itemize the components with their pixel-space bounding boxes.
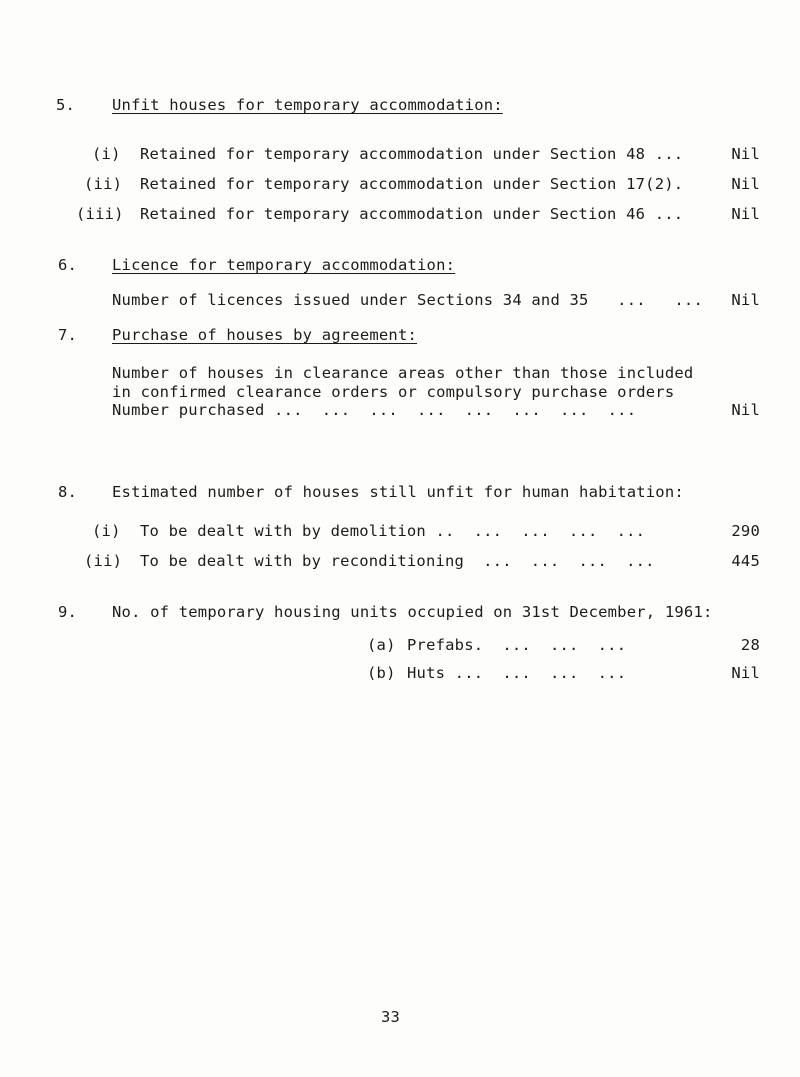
section-8-title: Estimated number of houses still unfit for human habitation:	[112, 483, 684, 501]
section-6-licences-line: Number of licences issued under Sections 34 and 35 ... ...	[112, 291, 703, 309]
section-6-value: Nil	[731, 291, 760, 309]
section-8-item-i-value: 290	[731, 522, 760, 540]
section-5-item-i-text: Retained for temporary accommodation under Section 48 ...	[140, 145, 684, 163]
section-5-item-ii-value: Nil	[731, 175, 760, 193]
section-5-item-ii-label: (ii)	[84, 175, 123, 193]
section-9-item-a-text: Prefabs. ... ... ...	[407, 636, 627, 654]
section-5-title: Unfit houses for temporary accommodation:	[112, 96, 503, 114]
section-5-item-iii-label: (iii)	[76, 205, 124, 223]
section-7-line-1: Number of houses in clearance areas other than those included	[112, 364, 694, 382]
section-8-item-ii-value: 445	[731, 552, 760, 570]
section-9-item-b-label: (b)	[367, 664, 396, 682]
section-5-item-iii-value: Nil	[731, 205, 760, 223]
section-5-item-i-value: Nil	[731, 145, 760, 163]
section-7-number: 7.	[58, 326, 78, 344]
section-5-item-ii-text: Retained for temporary accommodation under Section 17(2).	[140, 175, 684, 193]
section-8-item-ii-label: (ii)	[84, 552, 123, 570]
section-8-item-i-label: (i)	[92, 522, 121, 540]
section-9-item-a-label: (a)	[367, 636, 396, 654]
section-9-item-b-value: Nil	[731, 664, 760, 682]
section-8-item-ii-text: To be dealt with by reconditioning ... ... ... ...	[140, 552, 655, 570]
section-8-number: 8.	[58, 483, 78, 501]
section-5-item-iii-text: Retained for temporary accommodation under Section 46 ...	[140, 205, 684, 223]
section-5-item-i-label: (i)	[92, 145, 121, 163]
section-7-value: Nil	[731, 401, 760, 419]
section-9-number: 9.	[58, 603, 78, 621]
section-7-line-3: Number purchased ... ... ... ... ... ... ... ...	[112, 401, 637, 419]
section-5-number: 5.	[56, 96, 76, 114]
section-8-item-i-text: To be dealt with by demolition .. ... ... ... ...	[140, 522, 646, 540]
section-6-number: 6.	[58, 256, 78, 274]
section-9-title: No. of temporary housing units occupied on 31st December, 1961:	[112, 603, 713, 621]
section-9-item-a-value: 28	[740, 636, 760, 654]
section-6-title: Licence for temporary accommodation:	[112, 256, 456, 274]
section-7-line-2: in confirmed clearance orders or compulsory purchase orders	[112, 383, 675, 401]
section-7-title: Purchase of houses by agreement:	[112, 326, 418, 344]
page-number: 33	[381, 1008, 401, 1026]
section-9-item-b-text: Huts ... ... ... ...	[407, 664, 627, 682]
